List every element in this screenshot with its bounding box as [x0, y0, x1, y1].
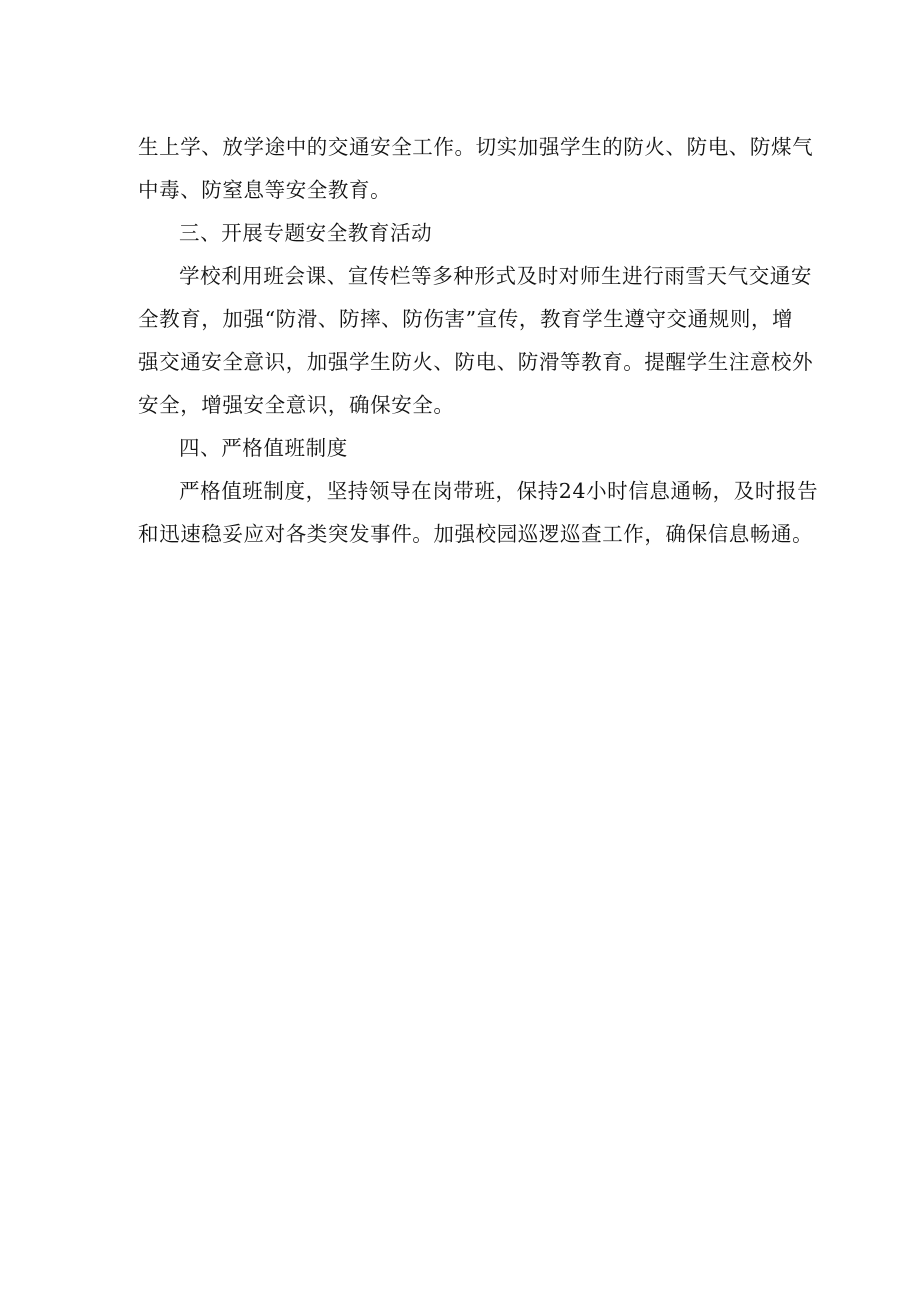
paragraph-line: 和迅速稳妥应对各类突发事件。加强校园巡逻巡查工作，确保信息畅通。: [138, 522, 814, 546]
paragraph-line: 中毒、防窒息等安全教育。: [138, 178, 392, 202]
section-heading-4: 四、严格值班制度: [179, 436, 348, 460]
paragraph-line: 全教育，加强“防滑、防摔、防伤害”宣传，教育学生遵守交通规则，增: [138, 307, 794, 331]
paragraph-line: 安全，增强安全意识，确保安全。: [138, 393, 455, 417]
section-heading-3: 三、开展专题安全教育活动: [179, 221, 433, 245]
paragraph-line: 生上学、放学途中的交通安全工作。切实加强学生的防火、防电、防煤气: [138, 135, 814, 159]
paragraph-line: 强交通安全意识，加强学生防火、防电、防滑等教育。提醒学生注意校外: [138, 350, 814, 374]
document-body: [138, 126, 819, 556]
paragraph-line: 学校利用班会课、宣传栏等多种形式及时对师生进行雨雪天气交通安: [179, 264, 812, 288]
paragraph-line: 严格值班制度，坚持领导在岗带班，保持24小时信息通畅，及时报告: [179, 479, 819, 503]
